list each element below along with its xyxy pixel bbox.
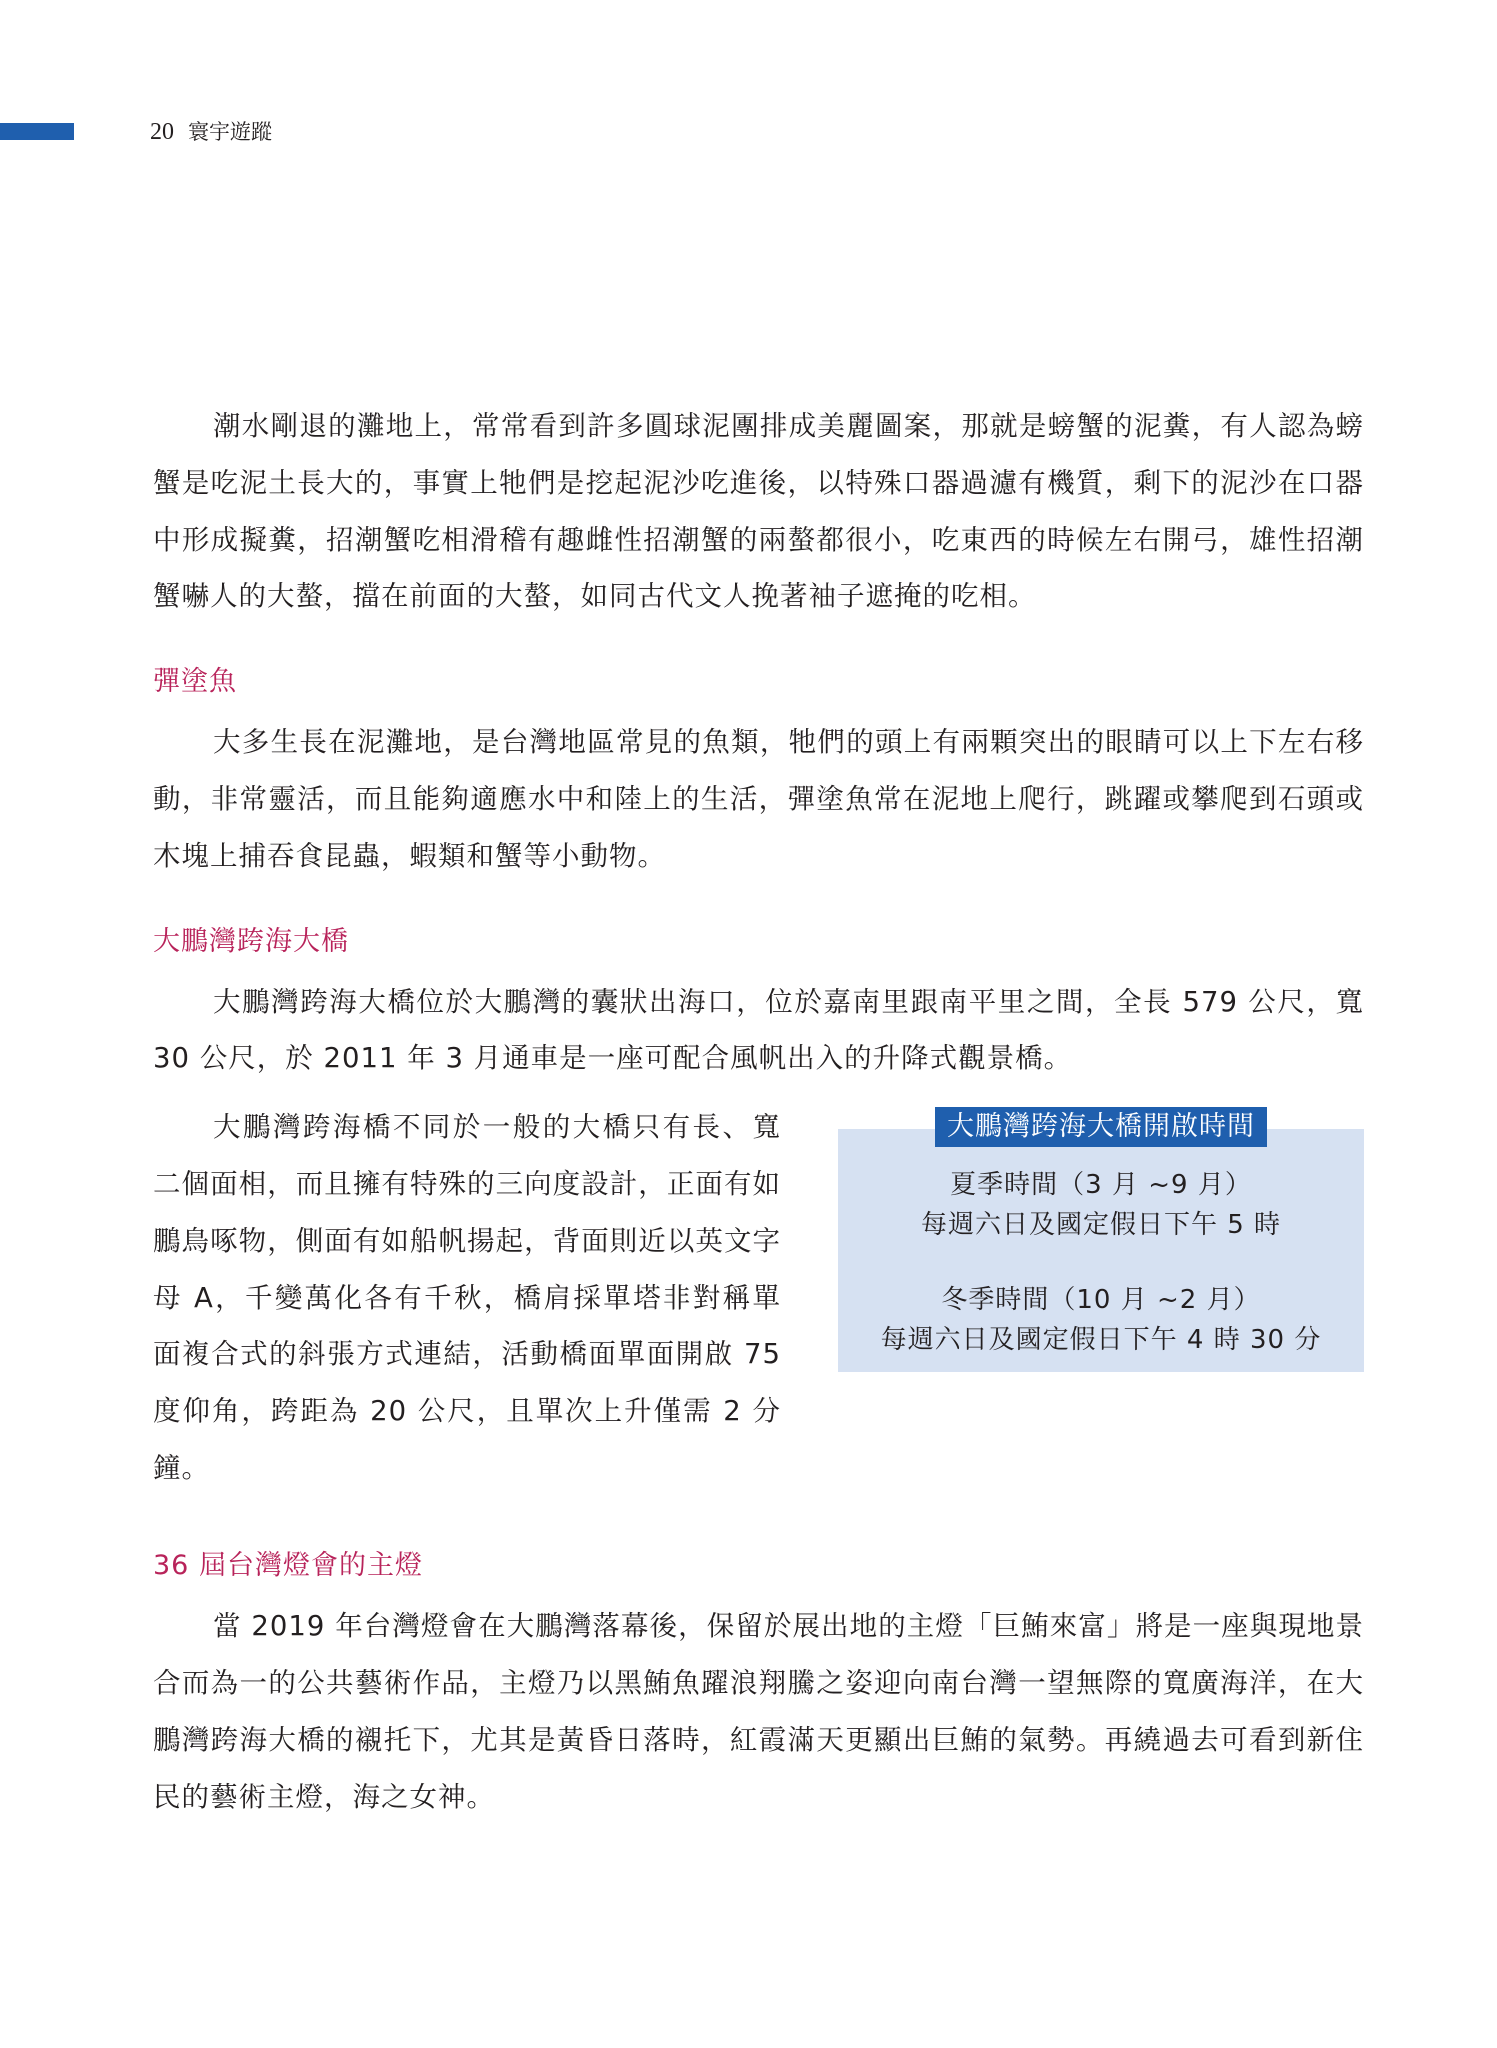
opening-hours-box xyxy=(838,1111,1364,1372)
lantern-heading: 36 屆台灣燈會的主燈 xyxy=(153,1550,423,1582)
book-title: 寰宇遊蹤 xyxy=(188,120,272,144)
winter-hours xyxy=(838,1280,1364,1360)
lantern-paragraph: 當 2019 年台灣燈會在大鵬灣落幕後，保留於展出地的主燈「巨鮪來富」將是一座與現地景合而為一的公共藝術作品，主燈乃以黑鮪魚躍浪翔騰之姿迎向南台灣一望無際的寬廣海洋，在大鵬灣跨海大橋的襯托下，尤其是黃昏日落時，紅霞滿天更顯出巨鮪的氣勢。再繞過去可看到新住民的藝術主燈，海之女神。 xyxy=(153,1610,1364,1813)
winter-label: 冬季時間（10 月 ~2 月） xyxy=(941,1285,1261,1316)
page-content xyxy=(153,398,1364,1825)
winter-time: 每週六日及國定假日下午 4 時 30 分 xyxy=(880,1325,1322,1356)
mudskipper-heading: 彈塗魚 xyxy=(153,666,237,698)
bridge-heading: 大鵬灣跨海大橋 xyxy=(153,925,349,957)
opening-hours-title: 大鵬灣跨海大橋開啟時間 xyxy=(935,1107,1267,1147)
bridge-paragraph-1: 大鵬灣跨海大橋位於大鵬灣的囊狀出海口，位於嘉南里跟南平里之間，全長 579 公尺，寬 30 公尺，於 2011 年 3 月通車是一座可配合風帆出入的升降式觀景橋。 xyxy=(153,985,1364,1075)
header-accent-bar xyxy=(0,123,74,140)
summer-hours xyxy=(838,1165,1364,1245)
summer-label: 夏季時間（3 月 ~9 月） xyxy=(950,1170,1252,1201)
summer-time: 每週六日及國定假日下午 5 時 xyxy=(920,1210,1282,1241)
crab-paragraph: 潮水剛退的灘地上，常常看到許多圓球泥團排成美麗圖案，那就是螃蟹的泥糞，有人認為螃蟹是吃泥土長大的，事實上牠們是挖起泥沙吃進後，以特殊口器過濾有機質，剩下的泥沙在口器中形成擬糞，招潮蟹吃相滑稽有趣雌性招潮蟹的兩螯都很小，吃東西的時候左右開弓，雄性招潮蟹嚇人的大螯，擋在前面的大螯，如同古代文人挽著袖子遮掩的吃相。 xyxy=(153,410,1364,613)
page-number: 20 xyxy=(150,119,174,145)
running-head xyxy=(150,119,272,145)
mudskipper-paragraph: 大多生長在泥灘地，是台灣地區常見的魚類，牠們的頭上有兩顆突出的眼睛可以上下左右移動，非常靈活，而且能夠適應水中和陸上的生活，彈塗魚常在泥地上爬行，跳躍或攀爬到石頭或木塊上捕吞食昆蟲，蝦類和蟹等小動物。 xyxy=(153,726,1364,872)
bridge-paragraph-2: 大鵬灣跨海橋不同於一般的大橋只有長、寬二個面相，而且擁有特殊的三向度設計，正面有如鵬鳥啄物，側面有如船帆揚起，背面則近以英文字母 A，千變萬化各有千秋，橋肩採單塔非對稱單面複合式的斜張方式連結，活動橋面單面開啟 75 度仰角，跨距為 20 公尺，且單次上升僅需 2 分鐘。 xyxy=(153,1111,782,1484)
bridge-two-column xyxy=(153,1099,1364,1518)
